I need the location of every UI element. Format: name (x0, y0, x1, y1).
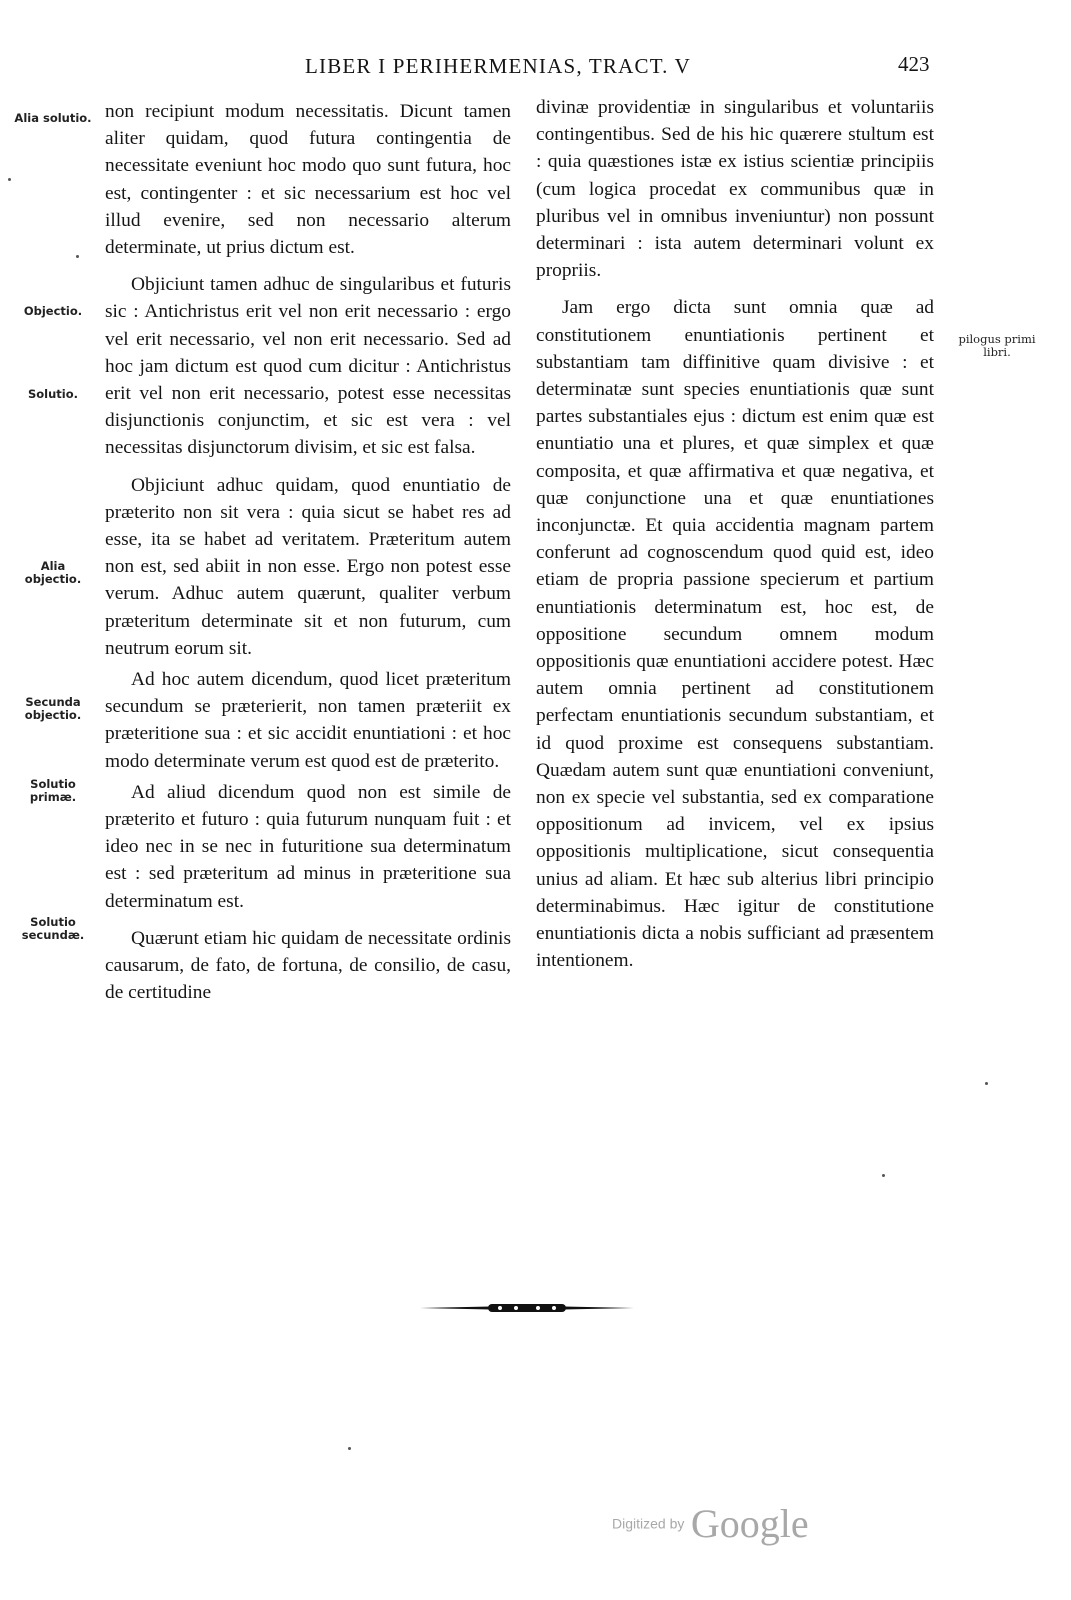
right-text-column (536, 94, 934, 975)
speck (882, 1174, 885, 1177)
speck (76, 255, 79, 258)
margin-note-secunda-objectio: Secunda objectio. (24, 695, 82, 722)
digitized-watermark (612, 1500, 809, 1547)
margin-note-alia-solutio: Alia solutio. (14, 111, 92, 125)
paragraph: non recipiunt modum necessitatis. Dicunt tamen aliter quidam, quod futura contingentia de necessitate eveniunt hoc modo quo sunt futura, hoc est, contingenter : et sic necessarium est hoc vel illud evenire, sed non necessario alterum determinate, ut prius dictum est. (105, 101, 511, 259)
margin-note-solutio-secundae: Solutio secundæ. (21, 915, 85, 942)
paragraph: Ad hoc autem dicendum, quod licet præteritum secundum se præterierit, non tamen præteriit ex præteritione sua : et sic accidit enuntiationi : et hoc modo determinate verum est quod est de præterito. (105, 669, 511, 772)
margin-note-solutio-primae: Solutio primæ. (29, 777, 77, 804)
paragraph: Ad aliud dicendum quod non est simile de præterito et futuro : quia futurum nunquam fuit : et ideo nec in se nec in futuritione sua determinatum est : sed præteritum ad minus in præteritione sua determinatum est. (105, 781, 511, 912)
speck (8, 178, 11, 181)
paragraph: divinæ providentiæ in singularibus et voluntariis contingentibus. Sed de his hic quærere stultum est : quia quæstiones istæ ex istius scientiæ principiis (cum logica procedat ex communibus quæ in pluribus vel in omnibus inveniuntur) non possunt determinari : ista autem determinari volunt ex propriis. (536, 97, 934, 282)
running-title: LIBER I PERIHERMENIAS, TRACT. V (305, 54, 692, 78)
paragraph: Quærunt etiam hic quidam de necessitate ordinis causarum, de fato, de fortuna, de consilio, de casu, de certitudine (105, 927, 511, 1004)
margin-note-objectio: Objectio. (23, 304, 83, 318)
speck (348, 1447, 351, 1450)
digitized-label: Digitized by (612, 1515, 685, 1532)
left-text-column (105, 98, 511, 1007)
page-number: 423 (898, 52, 930, 76)
paragraph: Objiciunt tamen adhuc de singularibus et futuris sic : Antichristus erit vel non erit necessario : ergo vel erit necessario, vel non erit necessario. Sed ad hoc jam dictum est quod cum dicitur : Antichristus erit vel non erit necessario, potest esse necessitas disjunctionis conjunctim, et sic est vera : vel necessitas disjunctorum divisim, et sic est falsa. (105, 274, 511, 459)
ornament-divider (420, 1301, 634, 1315)
paragraph: Objiciunt adhuc quidam, quod enuntiatio de præterito non sit vera : quia sicut se habet res ad esse, ita se habet ad veritatem. Præteritum autem non est, sed abiit in non esse. Ergo non potest esse verum. Adhuc autem quærunt, qualiter verbum præteritum determinate sit et non futurum, cum neutrum eorum sit. (105, 474, 511, 659)
paragraph: Jam ergo dicta sunt omnia quæ ad constitutionem enuntiationis pertinent et substantiam tam diffinitive quam divisive : et determinatæ sunt species enuntiationis quæ sunt partes substantiales ejus : dictum est enim quæ est enuntiatio una et plures, et quæ simplex et quæ composita, et quæ affirmativa et quæ negativa, et quæ conjunctione una et quæ enuntiationes inconjunctæ. Et quia accidentia magnam partem conferunt ad cognoscendum quod quid est, ideo etiam de propria passione specierum et partium enuntiationis determinatum est, hoc est, de oppositione secundum omnem modum oppositionis quæ enuntiationi accidere potest. Hæc autem omnia pertinent ad constitutionem perfectam enuntiationis secundum substantiam, et id quod proxime est consequens substantiam. Quædam autem sunt quæ enuntiationi conveniunt, non ex specie vel substantia, sed ex comparatione oppositionum ad invicem, vel ex ipsius oppositionis multiplicatione, sicut consequentia unius ad aliam. Et hæc sub alterius libri principio determinabimus. Hæc igitur de constitutione enuntiationis dicta a nobis sufficiant ad præsentem intentionem. (536, 297, 934, 972)
margin-note-alia-objectio: Alia objectio. (24, 559, 82, 586)
page-header (0, 54, 1071, 84)
margin-note-epilogus: pilogus primi libri. (958, 332, 1036, 359)
google-logo: Google (690, 1501, 809, 1546)
margin-note-solutio: Solutio. (27, 387, 79, 401)
speck (985, 1082, 988, 1085)
